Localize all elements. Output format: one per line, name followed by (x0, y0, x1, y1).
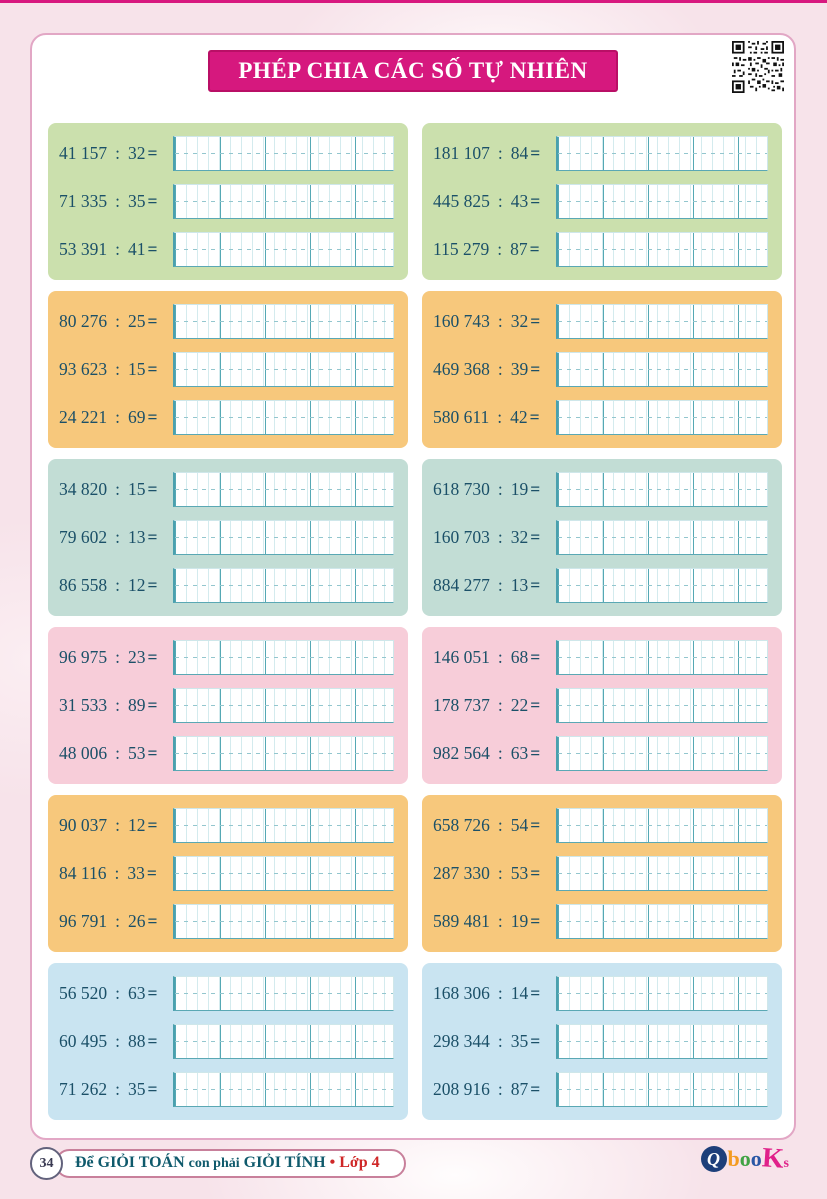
division-problem: 80 276 : 25 = (59, 311, 158, 331)
answer-grid[interactable] (173, 136, 394, 171)
answer-grid[interactable] (556, 904, 768, 939)
answer-grid[interactable] (173, 472, 394, 507)
problem-row (59, 232, 394, 267)
problem-block-orange (422, 291, 782, 448)
division-problem: 90 037 : 12 = (59, 815, 158, 835)
problem-row (433, 520, 768, 555)
answer-grid[interactable] (173, 1072, 394, 1107)
division-problem: 31 533 : 89 = (59, 695, 158, 715)
series-part3: con phải (188, 1156, 240, 1171)
problem-row (59, 1072, 394, 1107)
division-problem: 93 623 : 15 = (59, 359, 158, 379)
division-problem: 86 558 : 12 = (59, 575, 158, 595)
division-problem: 168 306 : 14 = (433, 983, 541, 1003)
problem-block-green (422, 123, 782, 280)
problem-row (433, 136, 768, 171)
division-problem: 298 344 : 35 = (433, 1031, 541, 1051)
problem-block-orange (48, 795, 408, 952)
division-problem: 580 611 : 42 = (433, 407, 540, 427)
answer-grid[interactable] (556, 400, 768, 435)
problem-row (59, 640, 394, 675)
problem-block-green (48, 123, 408, 280)
division-problem: 469 368 : 39 = (433, 359, 541, 379)
division-problem: 79 602 : 13 = (59, 527, 158, 547)
logo-letter: K (760, 1142, 785, 1175)
logo-letter: b (727, 1146, 740, 1171)
division-problem: 181 107 : 84 = (433, 143, 541, 163)
problem-row (433, 808, 768, 843)
answer-grid[interactable] (173, 520, 394, 555)
division-problem: 115 279 : 87 = (433, 239, 540, 259)
answer-grid[interactable] (556, 184, 768, 219)
problem-row (59, 304, 394, 339)
problem-row (433, 856, 768, 891)
logo-letter: s (783, 1156, 789, 1171)
division-problem: 71 335 : 35 = (59, 191, 158, 211)
division-problem: 96 975 : 23 = (59, 647, 158, 667)
answer-grid[interactable] (173, 688, 394, 723)
problem-row (433, 184, 768, 219)
footer-series-pill (55, 1149, 406, 1178)
answer-grid[interactable] (173, 808, 394, 843)
problem-row (433, 400, 768, 435)
problem-row (433, 232, 768, 267)
series-part4: GIỎI TÍNH (243, 1154, 326, 1171)
answer-grid[interactable] (173, 400, 394, 435)
problem-row (59, 1024, 394, 1059)
answer-grid[interactable] (556, 520, 768, 555)
problem-row (59, 400, 394, 435)
series-part2: GIỎI TOÁN (97, 1154, 185, 1171)
division-problem: 982 564 : 63 = (433, 743, 541, 763)
series-grade: Lớp 4 (339, 1154, 380, 1171)
problem-row (433, 640, 768, 675)
problem-block-orange (422, 795, 782, 952)
blocks-grid (48, 123, 782, 1120)
answer-grid[interactable] (173, 976, 394, 1011)
division-problem: 84 116 : 33 = (59, 863, 157, 883)
answer-grid[interactable] (556, 1072, 768, 1107)
division-problem: 287 330 : 53 = (433, 863, 541, 883)
problem-row (59, 520, 394, 555)
division-problem: 34 820 : 15 = (59, 479, 158, 499)
answer-grid[interactable] (556, 352, 768, 387)
answer-grid[interactable] (556, 568, 768, 603)
answer-grid[interactable] (556, 688, 768, 723)
title-banner-wrap (32, 50, 794, 92)
problem-row (433, 1024, 768, 1059)
problem-block-blue (48, 963, 408, 1120)
answer-grid[interactable] (556, 1024, 768, 1059)
logo-letter: o (750, 1146, 762, 1171)
problem-row (433, 904, 768, 939)
problem-row (433, 472, 768, 507)
answer-grid[interactable] (173, 568, 394, 603)
division-problem: 618 730 : 19 = (433, 479, 541, 499)
problem-row (433, 352, 768, 387)
problem-row (59, 904, 394, 939)
answer-grid[interactable] (556, 856, 768, 891)
answer-grid[interactable] (556, 472, 768, 507)
answer-grid[interactable] (173, 904, 394, 939)
problem-row (433, 568, 768, 603)
worksheet-page (30, 33, 796, 1140)
worksheet-title: PHÉP CHIA CÁC SỐ TỰ NHIÊN (208, 50, 617, 92)
series-part1: Để (75, 1154, 94, 1171)
answer-grid[interactable] (556, 808, 768, 843)
division-problem: 41 157 : 32 = (59, 143, 158, 163)
logo-q-circle: Q (701, 1146, 727, 1172)
division-problem: 56 520 : 63 = (59, 983, 158, 1003)
division-problem: 658 726 : 54 = (433, 815, 541, 835)
division-problem: 178 737 : 22 = (433, 695, 541, 715)
problem-block-teal (422, 459, 782, 616)
division-problem: 884 277 : 13 = (433, 575, 541, 595)
problem-row (433, 688, 768, 723)
top-accent-bar (0, 0, 827, 3)
division-problem: 24 221 : 69 = (59, 407, 158, 427)
problem-row (433, 1072, 768, 1107)
problem-row (59, 472, 394, 507)
division-problem: 71 262 : 35 = (59, 1079, 158, 1099)
answer-grid[interactable] (556, 304, 768, 339)
answer-grid[interactable] (173, 184, 394, 219)
problem-row (59, 688, 394, 723)
problem-block-orange (48, 291, 408, 448)
answer-grid[interactable] (556, 232, 768, 267)
problem-row (59, 352, 394, 387)
answer-grid[interactable] (173, 352, 394, 387)
division-problem: 160 703 : 32 = (433, 527, 541, 547)
division-problem: 60 495 : 88 = (59, 1031, 158, 1051)
publisher-logo (701, 1143, 789, 1175)
problem-row (433, 304, 768, 339)
problem-row (59, 184, 394, 219)
problem-row (433, 976, 768, 1011)
problem-row (59, 736, 394, 771)
problem-row (59, 976, 394, 1011)
answer-grid[interactable] (556, 136, 768, 171)
problem-block-pink (422, 627, 782, 784)
problem-block-pink (48, 627, 408, 784)
answer-grid[interactable] (556, 640, 768, 675)
problem-row (59, 856, 394, 891)
page-number-badge: 34 (30, 1147, 63, 1180)
problem-block-blue (422, 963, 782, 1120)
problem-row (433, 736, 768, 771)
answer-grid[interactable] (173, 736, 394, 771)
logo-letter: o (739, 1146, 751, 1171)
answer-grid[interactable] (173, 304, 394, 339)
answer-grid[interactable] (173, 640, 394, 675)
answer-grid[interactable] (173, 1024, 394, 1059)
division-problem: 208 916 : 87 = (433, 1079, 541, 1099)
division-problem: 53 391 : 41 = (59, 239, 158, 259)
answer-grid[interactable] (173, 856, 394, 891)
problem-row (59, 808, 394, 843)
division-problem: 445 825 : 43 = (433, 191, 541, 211)
answer-grid[interactable] (556, 736, 768, 771)
footer (30, 1147, 406, 1180)
answer-grid[interactable] (556, 976, 768, 1011)
problem-block-teal (48, 459, 408, 616)
division-problem: 146 051 : 68 = (433, 647, 541, 667)
problem-row (59, 136, 394, 171)
series-bullet: • (329, 1154, 336, 1171)
qr-code (732, 41, 784, 93)
problem-row (59, 568, 394, 603)
division-problem: 48 006 : 53 = (59, 743, 158, 763)
division-problem: 589 481 : 19 = (433, 911, 541, 931)
division-problem: 96 791 : 26 = (59, 911, 158, 931)
answer-grid[interactable] (173, 232, 394, 267)
division-problem: 160 743 : 32 = (433, 311, 541, 331)
